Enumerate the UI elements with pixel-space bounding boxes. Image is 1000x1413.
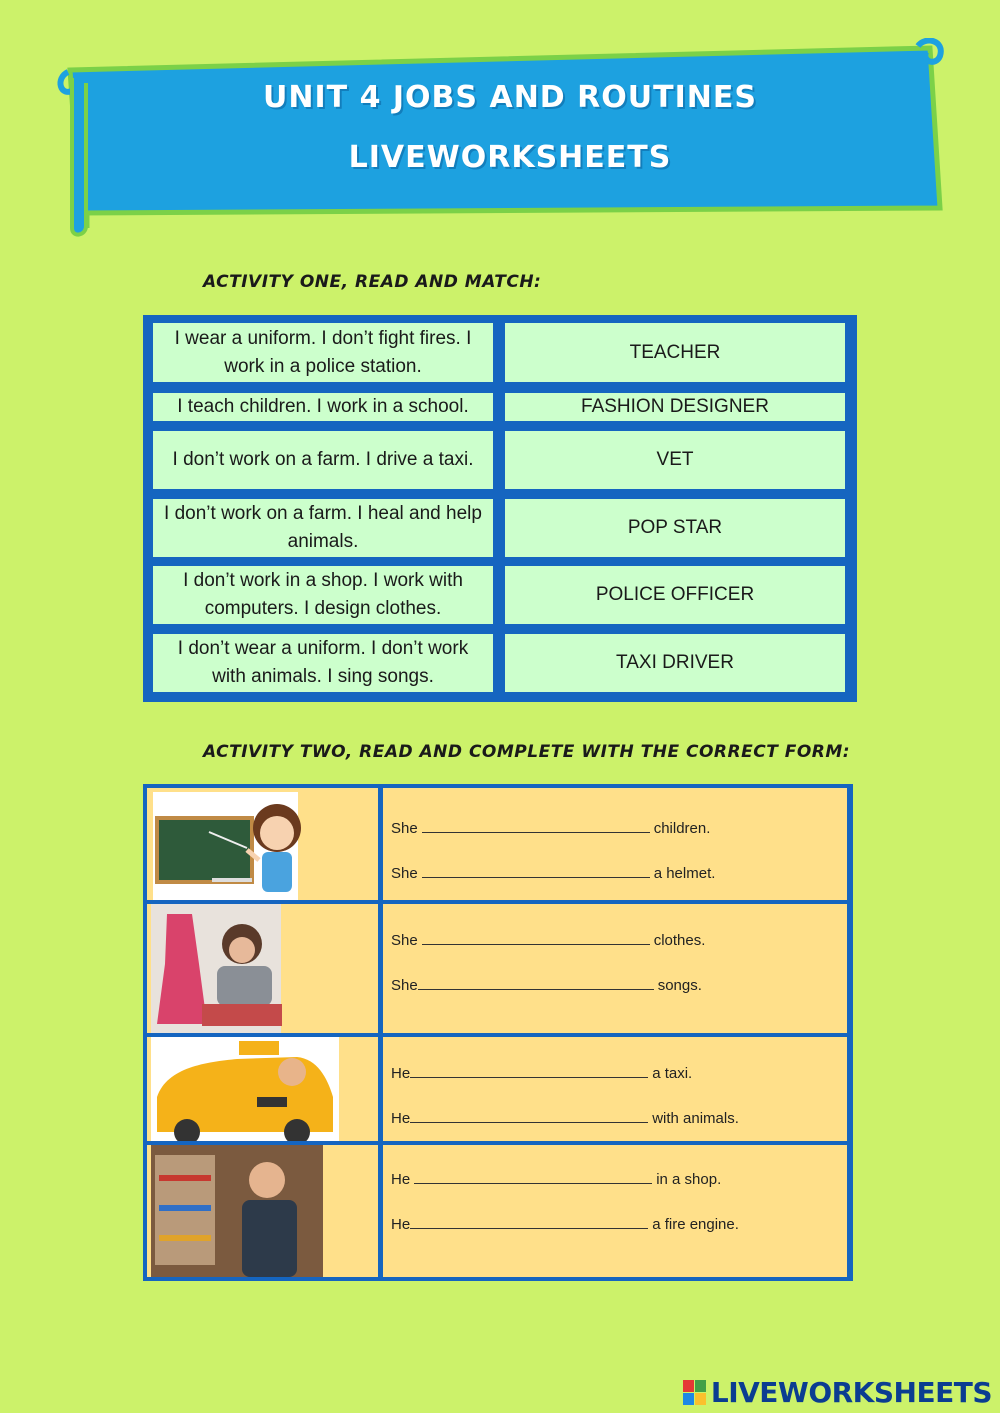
sentence-cell: [383, 1037, 847, 1141]
job-option[interactable]: TEACHER: [505, 323, 845, 382]
sentence-cell: [383, 1145, 847, 1277]
footer-brand: LIVEWORKSHEETS: [710, 1376, 992, 1409]
title-banner: [50, 38, 955, 238]
match-sentence: I don’t work on a farm. I heal and help animals.: [153, 499, 493, 557]
subject: He: [391, 1110, 411, 1127]
sentence-end: in a shop.: [656, 1171, 722, 1188]
match-sentence: I don’t work on a farm. I drive a taxi.: [153, 431, 493, 489]
answer-blank[interactable]: [410, 1063, 648, 1078]
sentence-line: [391, 818, 710, 837]
taxi-driver-picture: [147, 1037, 378, 1141]
answer-blank[interactable]: [422, 930, 650, 945]
job-option[interactable]: POP STAR: [505, 499, 845, 557]
sentence-end: children.: [653, 820, 711, 837]
shop-assistant-picture: [147, 1145, 378, 1277]
sentence-end: songs.: [657, 977, 702, 994]
liveworksheets-logo-icon: [683, 1380, 707, 1406]
answer-blank[interactable]: [410, 1108, 648, 1123]
job-option[interactable]: FASHION DESIGNER: [505, 393, 845, 421]
sentence-end: clothes.: [653, 932, 706, 949]
answer-blank[interactable]: [422, 818, 650, 833]
job-option[interactable]: VET: [505, 431, 845, 489]
sentence-cell: [383, 904, 847, 1033]
fashion-designer-picture: [147, 904, 378, 1033]
complete-table: [143, 784, 853, 1281]
taxi-illustration: [147, 1037, 378, 1141]
match-table: [143, 315, 857, 702]
shop-assistant-photo: [147, 1145, 378, 1277]
subject: He: [391, 1065, 411, 1082]
subject: She: [391, 977, 418, 994]
match-sentence: I don’t work in a shop. I work with computers. I design clothes.: [153, 566, 493, 624]
footer-logo: [683, 1376, 992, 1409]
unit-title: UNIT 4 JOBS AND ROUTINES: [263, 80, 757, 115]
sentence-line: [391, 1214, 739, 1233]
answer-blank[interactable]: [418, 975, 654, 990]
sentence-end: with animals.: [652, 1110, 739, 1127]
subject: She: [391, 932, 418, 949]
sentence-line: [391, 863, 715, 882]
sentence-line: [391, 1063, 692, 1082]
sentence-end: a helmet.: [653, 865, 716, 882]
scroll-banner-shape: [50, 38, 955, 238]
activity-one-heading: ACTIVITY ONE, READ AND MATCH:: [203, 272, 542, 292]
sentence-cell: [383, 788, 847, 900]
activity-two-heading: ACTIVITY TWO, READ AND COMPLETE WITH THE CORRECT FORM:: [203, 742, 851, 762]
sentence-line: [391, 975, 702, 994]
teacher-illustration: [147, 788, 378, 900]
job-option[interactable]: POLICE OFFICER: [505, 566, 845, 624]
sentence-line: [391, 1108, 739, 1127]
answer-blank[interactable]: [410, 1214, 648, 1229]
subject: He: [391, 1216, 411, 1233]
sentence-end: a taxi.: [652, 1065, 693, 1082]
subject: She: [391, 865, 418, 882]
answer-blank[interactable]: [414, 1169, 652, 1184]
answer-blank[interactable]: [422, 863, 650, 878]
match-sentence: I teach children. I work in a school.: [153, 393, 493, 421]
job-option[interactable]: TAXI DRIVER: [505, 634, 845, 692]
sentence-line: [391, 930, 705, 949]
match-sentence: I don’t wear a uniform. I don’t work with animals. I sing songs.: [153, 634, 493, 692]
subject: She: [391, 820, 418, 837]
fashion-designer-photo: [147, 904, 378, 1033]
subject: He: [391, 1171, 411, 1188]
banner-subtitle: LIVEWORKSHEETS: [348, 140, 672, 175]
sentence-line: [391, 1169, 721, 1188]
match-sentence: I wear a uniform. I don’t fight fires. I work in a police station.: [153, 323, 493, 382]
teacher-picture: [147, 788, 378, 900]
sentence-end: a fire engine.: [652, 1216, 739, 1233]
